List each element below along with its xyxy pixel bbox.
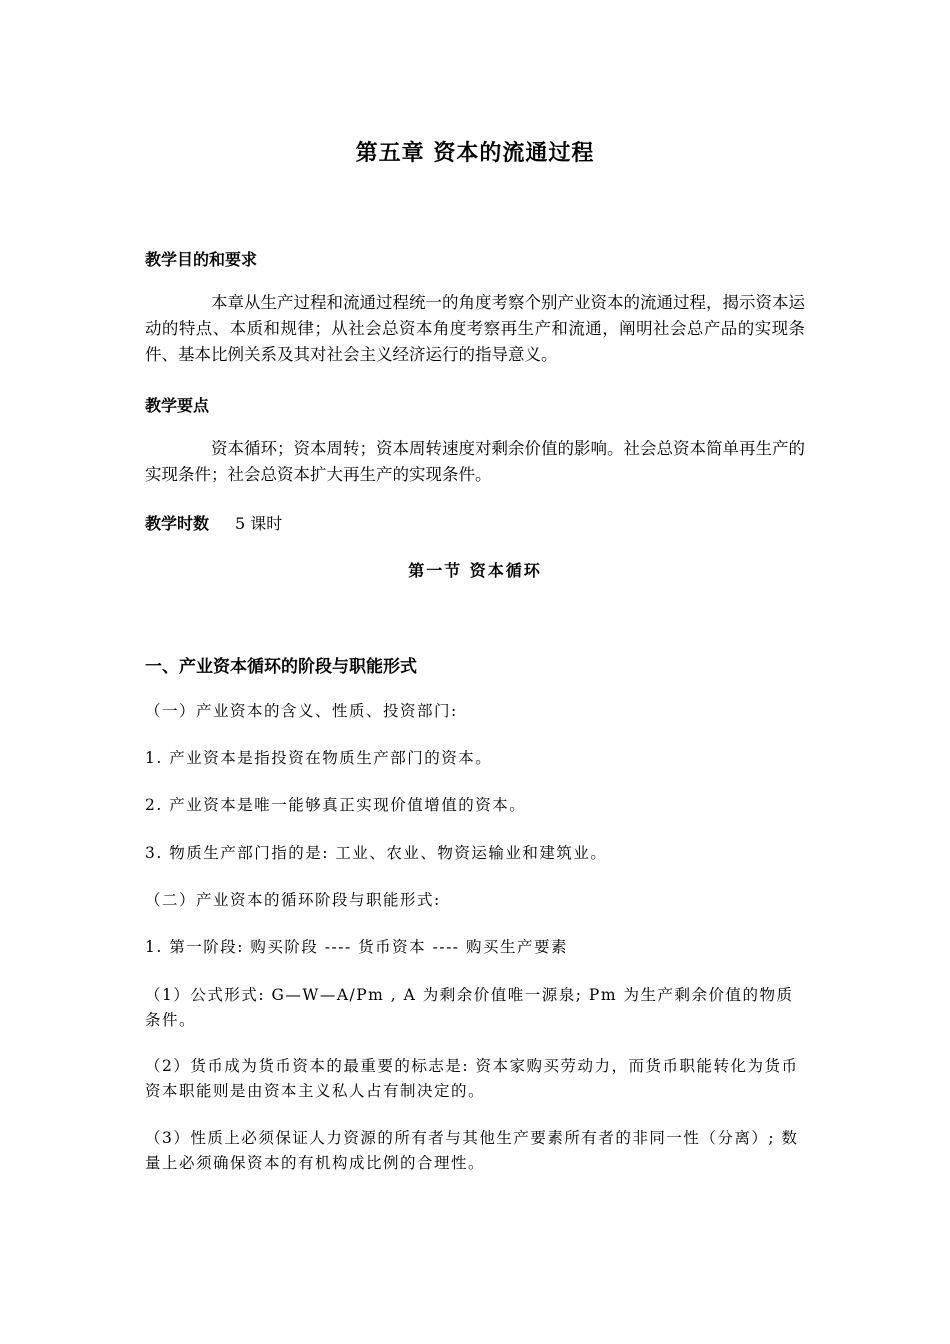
section-subheading: 一、产业资本循环的阶段与职能形式 <box>145 657 417 677</box>
teaching-hours <box>145 511 282 534</box>
body-line: 3. 物质生产部门指的是: 工业、农业、物资运输业和建筑业。 <box>145 844 608 862</box>
body-line: （一）产业资本的含义、性质、投资部门: <box>145 702 458 720</box>
body-line: （2）货币成为货币资本的最重要的标志是: 资本家购买劳动力，而货币职能转化为货币资本职能则是由资本主义私人占有制决定的。 <box>145 1057 799 1100</box>
body-line: （1）公式形式: G—W—A/Pm , A 为剩余价值唯一源泉; Pm 为生产剩余价值的物质条件。 <box>145 986 794 1029</box>
teaching-goals-heading: 教学目的和要求 <box>145 250 258 269</box>
body-line: 2. 产业资本是唯一能够真正实现价值增值的资本。 <box>145 796 527 814</box>
body-line: 1. 第一阶段: 购买阶段 ---- 货币资本 ---- 购买生产要素 <box>145 938 568 956</box>
key-points-text: 资本循环；资本周转；资本周转速度对剩余价值的影响。社会总资本简单再生产的实现条件；社会总资本扩大再生产的实现条件。 <box>145 439 805 484</box>
key-points-heading: 教学要点 <box>145 396 210 415</box>
chapter-title: 第五章 资本的流通过程 <box>355 141 595 166</box>
teaching-hours-value: 5 课时 <box>235 514 283 533</box>
teaching-goals-text: 本章从生产过程和流通过程统一的角度考察个别产业资本的流通过程，揭示资本运动的特点、本质和规律；从社会总资本角度考察再生产和流通，阐明社会总产品的实现条件、基本比例关系及其对社会主义经济运行的指导意义。 <box>145 293 805 364</box>
body-line: （二）产业资本的循环阶段与职能形式: <box>145 891 441 909</box>
teaching-hours-label: 教学时数 <box>145 514 210 533</box>
body-line: （3）性质上必须保证人力资源的所有者与其他生产要素所有者的非同一性（分离）; 数量上必须确保资本的有机构成比例的合理性。 <box>145 1129 799 1172</box>
section-title: 第一节 资本循环 <box>408 561 542 580</box>
body-line: 1. 产业资本是指投资在物质生产部门的资本。 <box>145 749 493 767</box>
